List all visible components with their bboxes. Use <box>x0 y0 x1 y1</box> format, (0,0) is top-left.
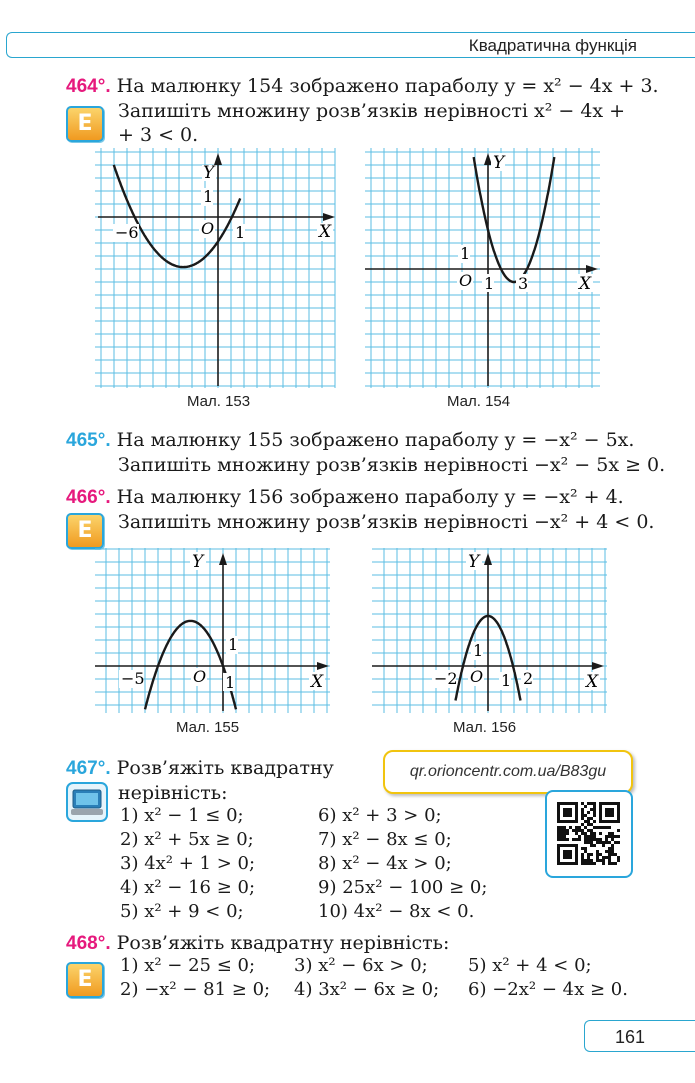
origin-label: O <box>193 667 207 686</box>
exercise-item: 4) 3x² − 6x ≥ 0; <box>294 979 440 1000</box>
x-axis-arrow-icon <box>592 662 604 670</box>
x-axis-label: X <box>311 672 324 692</box>
graph-156 <box>372 548 612 713</box>
exercise-item: 2) −x² − 81 ≥ 0; <box>120 979 271 1000</box>
origin-label: O <box>459 271 473 290</box>
grid <box>365 148 600 388</box>
qr-code-icon <box>547 792 631 876</box>
exercise-item: 3) 4x² + 1 > 0; <box>120 853 256 874</box>
page-number-tab <box>584 1020 695 1052</box>
exercise-item: 1) x² − 25 ≤ 0; <box>120 955 256 976</box>
tick-label: 3 <box>518 274 529 293</box>
tick-label: 2 <box>523 669 534 688</box>
e-badge-icon: Е <box>66 106 104 142</box>
graph-155 <box>95 548 335 713</box>
exercise-item: 6) −2x² − 4x ≥ 0. <box>468 979 628 1000</box>
tick-label: −6 <box>115 223 139 242</box>
exercise-item: 2) x² + 5x ≥ 0; <box>120 829 254 850</box>
problem-number: 466 <box>66 487 98 508</box>
grid <box>95 148 335 388</box>
tick-label: −2 <box>434 669 458 688</box>
problem-text-line: На малюнку 154 зображено параболу y = x² − 4x + 3. <box>116 75 659 97</box>
problem-number: 467 <box>66 758 98 779</box>
exercise-item: 7) x² − 8x ≤ 0; <box>318 829 452 850</box>
qr-code-frame[interactable] <box>545 790 633 878</box>
tick-label: 1 <box>228 635 239 654</box>
problem-467: 467°. Розв’яжіть квадратну нерівність: <box>66 756 366 805</box>
problem-text-line: нерівність: <box>118 782 228 804</box>
exercise-item: 5) x² + 9 < 0; <box>120 901 244 922</box>
tick-label: 1 <box>235 223 246 242</box>
exercise-item: 5) x² + 4 < 0; <box>468 955 592 976</box>
problem-text-line: Розв’яжіть квадратну <box>116 757 334 779</box>
tick-label: 1 <box>484 274 495 293</box>
tick-label: 1 <box>460 244 471 263</box>
exercise-item: 3) x² − 6x > 0; <box>294 955 428 976</box>
tick-label: 1 <box>225 673 236 692</box>
problem-text-line: Розв’яжіть квадратну нерівність: <box>116 932 450 954</box>
y-axis-arrow-icon <box>484 153 492 165</box>
problem-text-line: Запишіть множину розв’язків нерівності x² − 4x + <box>118 100 626 122</box>
page-number: 161 <box>615 1027 646 1047</box>
y-axis-label: Y <box>468 552 480 572</box>
problem-466: 466°. На малюнку 156 зображено параболу y = −x² + 4. Запишіть множину розв’язків нерівності −x² + 4 < 0. <box>66 486 655 533</box>
qr-link-tag[interactable] <box>383 750 633 794</box>
y-axis-label: Y <box>493 153 505 173</box>
exercise-item: 6) x² + 3 > 0; <box>318 805 442 826</box>
y-axis-label: Y <box>203 163 215 183</box>
tick-label: 1 <box>501 671 512 690</box>
y-axis-label: Y <box>192 552 204 572</box>
problem-468: 468°. Розв’яжіть квадратну нерівність: <box>66 932 450 954</box>
problem-number: 464 <box>66 76 98 97</box>
x-axis-arrow-icon <box>323 213 335 221</box>
x-axis-label: X <box>586 672 599 692</box>
tick-label: −5 <box>121 669 145 688</box>
origin-label: O <box>201 219 215 238</box>
problem-text-line: На малюнку 155 зображено параболу y = −x² − 5x. <box>116 429 635 451</box>
y-axis-arrow-icon <box>484 553 492 565</box>
parabola-curve <box>114 165 240 267</box>
e-badge-icon: Е <box>66 962 104 998</box>
grid <box>372 548 607 713</box>
problem-number: 468 <box>66 933 98 954</box>
chapter-header <box>0 32 695 60</box>
y-axis-arrow-icon <box>214 153 222 165</box>
figure-caption: Мал. 156 <box>453 719 517 736</box>
problem-text-line: Запишіть множину розв’язків нерівності −x² + 4 < 0. <box>118 511 655 533</box>
exercise-item: 1) x² − 1 ≤ 0; <box>120 805 244 826</box>
e-badge-icon: Е <box>66 513 104 549</box>
problem-465: 465°. На малюнку 155 зображено параболу y = −x² − 5x. Запишіть множину розв’язків нерівності −x² − 5x ≥ 0. <box>66 429 666 476</box>
x-axis-label: X <box>319 222 332 242</box>
exercise-item: 9) 25x² − 100 ≥ 0; <box>318 877 488 898</box>
problem-number: 465 <box>66 430 98 451</box>
tick-label: 1 <box>203 187 214 206</box>
exercise-item: 8) x² − 4x > 0; <box>318 853 452 874</box>
figure-caption: Мал. 154 <box>447 393 511 410</box>
problem-text-line: Запишіть множину розв’язків нерівності −x² − 5x ≥ 0. <box>118 454 666 476</box>
graph-153 <box>95 148 340 388</box>
grid <box>95 548 330 713</box>
qr-link-url[interactable]: qr.orioncentr.com.ua/B83gu <box>409 763 607 780</box>
problem-464: 464°. На малюнку 154 зображено параболу y = x² − 4x + 3. Запишіть множину розв’язків нерівності x² − 4x + + 3 < 0. <box>66 75 659 146</box>
exercise-item: 4) x² − 16 ≥ 0; <box>120 877 256 898</box>
y-axis-arrow-icon <box>219 553 227 565</box>
graph-154 <box>365 148 605 388</box>
exercise-item: 10) 4x² − 8x < 0. <box>318 901 475 922</box>
tick-label: 1 <box>473 641 484 660</box>
problem-text-line: На малюнку 156 зображено параболу y = −x² + 4. <box>116 486 624 508</box>
x-axis-label: X <box>579 274 592 294</box>
problem-text-line: + 3 < 0. <box>118 124 199 146</box>
figure-caption: Мал. 153 <box>187 393 251 410</box>
chapter-title: Квадратична функція <box>468 36 637 55</box>
origin-label: O <box>470 667 484 686</box>
figure-caption: Мал. 155 <box>176 719 240 736</box>
